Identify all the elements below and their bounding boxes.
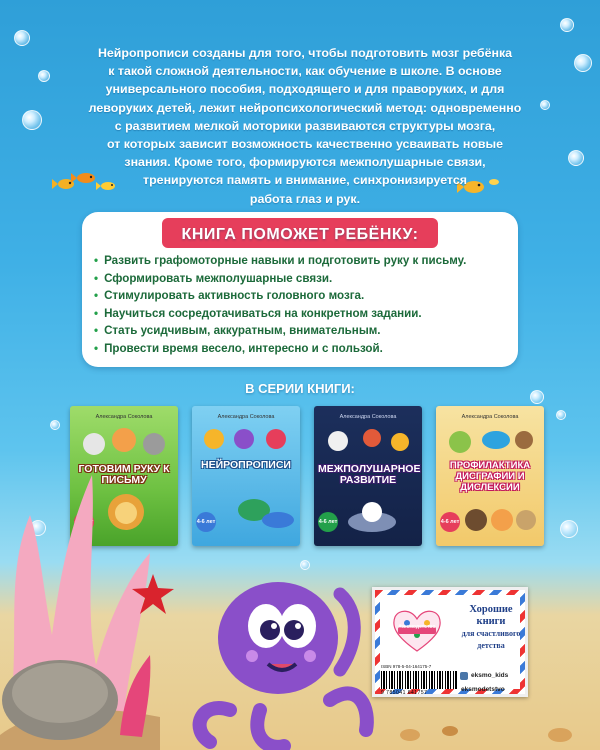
benefits-list (94, 252, 514, 357)
bubble (540, 100, 550, 110)
space-illustration (322, 424, 414, 458)
age-badge: 4-6 лет (318, 512, 338, 532)
bubble (38, 70, 50, 82)
intro-paragraph (70, 44, 540, 208)
book-cover-interhemispheric[interactable] (314, 406, 422, 546)
isbn-text: ISBN 978-5-04-164175-7 (381, 664, 432, 669)
book-title: МЕЖПОЛУШАРНОЕ РАЗВИТИЕ (318, 463, 421, 486)
animals-illustration (444, 422, 536, 458)
slogan (454, 604, 528, 652)
bubble (560, 18, 574, 32)
bullet-icon: • (94, 254, 99, 267)
age-badge: 4-6 лет (440, 512, 460, 532)
barcode (381, 671, 457, 689)
slogan-line: для счастливого (461, 629, 521, 638)
bubble (574, 54, 592, 72)
slogan-line: детства (477, 641, 505, 650)
pebbles-illustration (380, 705, 600, 750)
intro-line: с развитием мелкой моторики развиваются структуры мозга, (114, 118, 496, 133)
bubble (560, 520, 578, 538)
list-item: • Развить графомоторные навыки и подготовить руку к письму. (94, 254, 467, 267)
series-title: В СЕРИИ КНИГИ: (245, 381, 355, 396)
bubble (556, 410, 566, 420)
astronaut-illustration (344, 496, 400, 536)
list-item: • Научиться сосредотачиваться на конкретном задании. (94, 306, 422, 320)
list-item: • Сформировать межполушарные связи. (94, 271, 333, 285)
heart-logo-icon (389, 605, 445, 655)
intro-line: универсального пособия, подходящего и для праворуких, и для (105, 82, 505, 97)
barcode-number: 9 785041 641757 (381, 690, 428, 696)
bubble (568, 150, 584, 166)
book-title: ПРОФИЛАКТИКА ДИСГРАФИИ И ДИСЛЕКСИИ (449, 460, 531, 493)
bullet-icon: • (94, 341, 99, 355)
intro-line: знания. Кроме того, формируются межполушарные связи, (124, 155, 486, 170)
vk-icon (460, 672, 468, 680)
intro-line: Нейропрописи созданы для того, чтобы подготовить мозг ребёнка (97, 46, 513, 60)
starfish-illustration (130, 572, 176, 616)
book-cover-dysgraphia[interactable] (436, 406, 544, 546)
intro-line: от которых зависит возможность качественно усваивать новые (106, 137, 503, 152)
book-title: ГОТОВИМ РУКУ К ПИСЬМУ (78, 463, 170, 486)
intro-line: работа глаз и рук. (249, 191, 361, 206)
slogan-line: Хорошие (469, 604, 513, 615)
website-handle[interactable]: eksmodetstvo (461, 686, 505, 693)
list-item: • Стать усидчивым, аккуратным, внимательным. (94, 324, 381, 337)
bullet-icon: • (94, 306, 99, 320)
age-badge: 4-6 лет (196, 512, 216, 532)
intro-line: к такой сложной деятельности, как обучение в школе. В основе (108, 64, 502, 79)
bullet-icon: • (94, 289, 99, 302)
bubble (50, 420, 60, 430)
octopus-illustration (190, 560, 380, 750)
slogan-line: книги (476, 616, 506, 627)
bubble (22, 110, 42, 130)
bubble (14, 30, 30, 46)
book-author: Александра Соколова (217, 414, 275, 420)
sea-animals-illustration (200, 424, 292, 454)
intro-line: тренируются память и внимание, синхронизируется (143, 173, 467, 188)
brand-logo-text: #эксмодетство (398, 624, 436, 630)
bullet-icon: • (94, 271, 99, 285)
book-author: Александра Соколова (95, 414, 153, 420)
bullet-icon: • (94, 324, 99, 337)
book-author: Александра Соколова (339, 414, 397, 420)
book-title: НЕЙРОПРОПИСИ (201, 459, 291, 471)
animals-illustration (462, 498, 538, 538)
book-author: Александра Соколова (461, 414, 519, 420)
vk-handle[interactable]: eksmo_kids (471, 672, 509, 679)
list-item: • Провести время весело, интересно и с пользой. (94, 341, 383, 355)
benefits-title: КНИГА ПОМОЖЕТ РЕБЁНКУ: (181, 226, 419, 243)
list-item: • Стимулировать активность головного мозга. (94, 289, 365, 302)
intro-line: леворуких детей, лежит нейропсихологический метод: одновременно (88, 100, 522, 115)
